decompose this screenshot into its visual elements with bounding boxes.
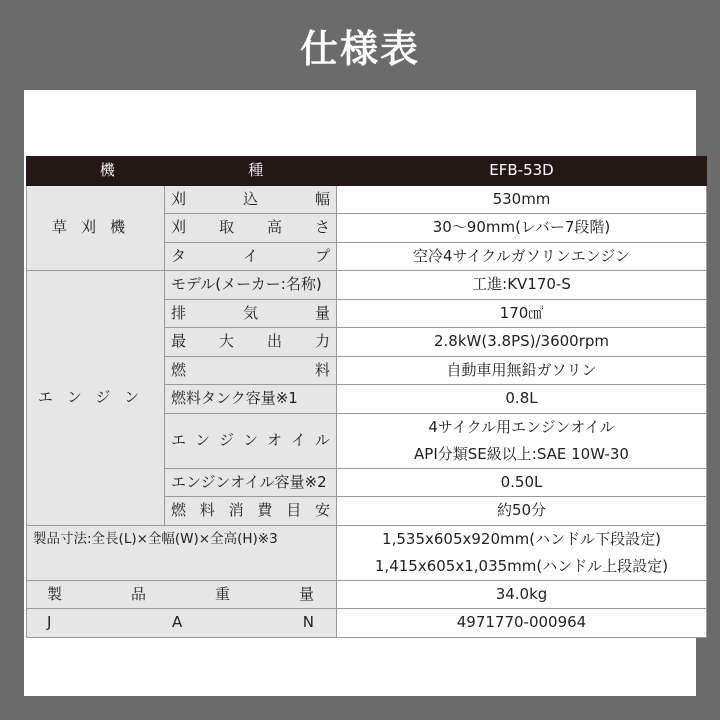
row-label-char: イ [290, 431, 306, 449]
row-label-char: 最 [171, 332, 187, 350]
row-label-char: 込 [242, 189, 258, 208]
row-label: エンジンオイル容量※2 [165, 468, 337, 497]
row-value: 自動車用無鉛ガソリン [337, 356, 707, 385]
row-label [165, 214, 337, 243]
row-label-char: 安 [314, 501, 330, 519]
row-label [165, 413, 337, 468]
model-label-header [27, 157, 337, 186]
row-label-chars [171, 186, 330, 214]
row-label-char: 取 [218, 218, 234, 236]
row-label-char: さ [314, 218, 330, 236]
row-label: 燃料タンク容量※1 [165, 385, 337, 414]
jan-label-char: N [302, 613, 314, 631]
row-value: 工進:KV170-S [337, 271, 707, 300]
row-value-line: 4サイクル用エンジンオイル [428, 417, 615, 436]
jan-label-char: J [47, 613, 52, 631]
row-label-char: 出 [266, 332, 282, 350]
weight-value: 34.0kg [337, 580, 707, 609]
model-value-header: EFB-53D [337, 157, 707, 186]
row-label-char: 費 [257, 501, 273, 519]
row-label-char: オ [266, 431, 282, 449]
row-label-char: 量 [314, 303, 330, 322]
row-label-chars [171, 427, 330, 454]
jan-label [27, 609, 337, 638]
row-value: 0.8L [337, 385, 707, 414]
jan-value: 4971770-000964 [337, 609, 707, 638]
weight-label-char: 品 [130, 584, 146, 603]
row-label-char: 気 [242, 303, 258, 322]
page-title: 仕様表 [299, 26, 420, 71]
group-label-mower: 草刈機 [27, 185, 165, 271]
row-label [165, 328, 337, 357]
row-value: 2.8kW(3.8PS)/3600rpm [337, 328, 707, 357]
content-panel-inner [24, 90, 696, 696]
row-label-char: 幅 [314, 189, 330, 208]
dimensions-value [337, 525, 707, 580]
row-value: 0.50L [337, 468, 707, 497]
row-label-char: プ [314, 246, 330, 265]
table-header-row [27, 157, 707, 186]
row-label-chars [171, 214, 330, 242]
row-label: モデル(メーカー:名称) [165, 271, 337, 300]
row-label-char: 大 [218, 332, 234, 350]
row-label-char: 料 [314, 360, 330, 379]
row-label-char: 料 [199, 501, 215, 519]
row-value [337, 413, 707, 468]
row-label [165, 356, 337, 385]
row-label-char: 燃 [171, 360, 187, 379]
row-value: 空冷4サイクルガソリンエンジン [337, 242, 707, 271]
row-label-char: ル [314, 431, 330, 449]
row-label-char: ン [194, 431, 210, 449]
row-value: 30〜90mm(レバー7段階) [337, 214, 707, 243]
weight-label-char: 製 [47, 584, 63, 603]
dimensions-value-line: 1,415x605x1,035mm(ハンドル上段設定) [374, 556, 669, 575]
jan-label-chars [33, 609, 330, 637]
row-label [165, 497, 337, 526]
row-value: 530mm [337, 185, 707, 214]
row-label-chars [171, 497, 330, 525]
table-row [27, 185, 707, 214]
row-label [165, 299, 337, 328]
content-panel [0, 90, 720, 720]
row-label-char: タ [171, 246, 187, 265]
row-value: 170㎤ [337, 299, 707, 328]
dimensions-value-line: 1,535x605x920mm(ハンドル下段設定) [382, 529, 661, 548]
weight-label-char: 重 [214, 584, 230, 603]
dimensions-label: 製品寸法:全長(L)×全幅(W)×全高(H)※3 [27, 525, 337, 580]
model-label-char: 種 [248, 161, 264, 179]
jan-label-char: A [171, 613, 183, 631]
row-value-line: API分類SE級以上:SAE 10W-30 [414, 444, 629, 463]
table-row [27, 271, 707, 300]
table-row-dimensions [27, 525, 707, 580]
row-label-char: 目 [286, 501, 302, 519]
header-bar [0, 0, 720, 90]
row-label-char: 力 [314, 332, 330, 350]
row-label [165, 242, 337, 271]
row-label-char: 刈 [171, 218, 187, 236]
row-label-chars [171, 328, 330, 356]
row-label-char: 消 [228, 501, 244, 519]
table-row-weight [27, 580, 707, 609]
row-value: 約50分 [337, 497, 707, 526]
row-label-char: 刈 [171, 189, 187, 208]
row-label [165, 185, 337, 214]
weight-label [27, 580, 337, 609]
row-label-chars [171, 357, 330, 385]
row-label-chars [171, 300, 330, 328]
group-label-engine: エンジン [27, 271, 165, 526]
spec-table [26, 156, 707, 638]
table-row-jan [27, 609, 707, 638]
row-label-char: 燃 [171, 501, 187, 519]
row-label-char: エ [171, 431, 187, 449]
model-label-char: 機 [99, 161, 115, 179]
row-label-char: イ [242, 246, 258, 265]
weight-label-char: 量 [298, 584, 314, 603]
row-label-char: 高 [266, 218, 282, 236]
row-label-char: 排 [171, 303, 187, 322]
row-label-char: ジ [218, 431, 234, 449]
row-label-char: ン [242, 431, 258, 449]
row-label-chars [171, 243, 330, 271]
weight-label-chars [33, 581, 330, 609]
